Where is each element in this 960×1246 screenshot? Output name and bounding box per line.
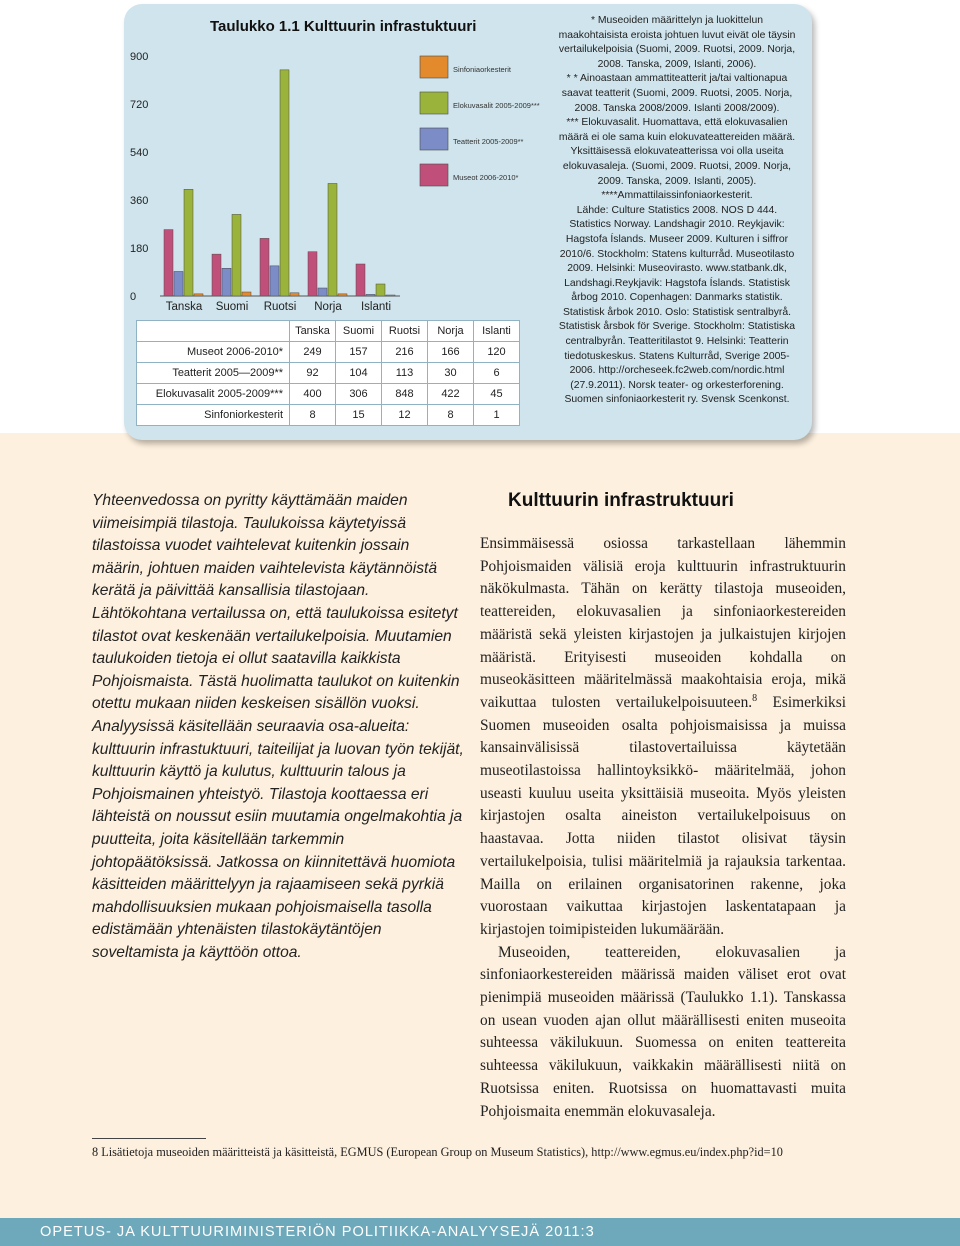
legend-swatch bbox=[420, 128, 448, 150]
chart-title: Taulukko 1.1 Kulttuurin infrastuktuuri bbox=[210, 18, 477, 35]
note-line: * Museoiden määrittelyn ja luokittelun bbox=[590, 15, 764, 26]
bar bbox=[212, 254, 221, 296]
note-line: 2008. Tanska, 2009, Islanti, 2006). bbox=[597, 58, 757, 70]
table-cell: 306 bbox=[336, 384, 382, 405]
bar-chart bbox=[130, 40, 540, 318]
table-cell: 12 bbox=[382, 405, 428, 426]
table-header-cell: Islanti bbox=[474, 321, 520, 342]
table-row-label: Museot 2006-2010* bbox=[137, 342, 290, 363]
y-tick-label: 180 bbox=[130, 243, 149, 255]
table-row-label: Elokuvasalit 2005-2009*** bbox=[137, 384, 290, 405]
footnote: 8 Lisätietoja museoiden määritteistä ja käsitteistä, EGMUS (European Group on Museum Statistics), http://www.egmus.eu/index.php?id=10 bbox=[92, 1145, 783, 1159]
table-cell: 92 bbox=[290, 363, 336, 384]
table-row-label: Sinfoniorkesterit bbox=[137, 405, 290, 426]
note-line: 2008. Tanska 2008/2009. Islanti 2008/2009). bbox=[574, 102, 780, 114]
data-table bbox=[136, 320, 520, 426]
note-line: Landshagi.Reykjavik: Hagstofa Íslands. Statistisk bbox=[564, 277, 790, 289]
footer-label: OPETUS- JA KULTTUURIMINISTERIÖN POLITIIKKA-ANALYYSEJÄ 2011:3 bbox=[40, 1224, 595, 1240]
bar bbox=[356, 264, 365, 296]
bar bbox=[184, 189, 193, 296]
intro-paragraph: Yhteenvedossa on pyritty käyttämään maiden viimeisimpiä tilastoja. Taulukoissa käytetyissä tilastoissa vuodet vaihtelevat kuitenkin jossain määrin, johtuen maiden vaihtelevista käytännöistä kerätä ja päivittää kansallisia tilastojaan. Lähtökohtana vertailussa on, että taulukoissa esitetyt tilastot ovat keskenään vertailukelpoisia. Muutamien taulukoiden tietoja ei ollut saatavilla kaikkista Pohjoismaista. Tästä huolimatta taulukot on kuitenkin otettu mukaan niiden keskeisen sisällön vuoksi. Analyysissä käsitellään seuraavia osa-alueita: kulttuurin infrastuktuuri, taiteilijat ja luovan työn tekijät, kulttuurin käyttö ja kulutus, kulttuurin talous ja Pohjoismainen yhteistyö. Tilastoja koottaessa eri lähteistä on noussut esiin muutamia ongelmakohtia ja puutteita, joita käsitellään tarkemmin johtopäätöksissä. Jatkossa on kiinnitettävä huomiota käsitteiden määrittelyyn ja rajaamiseen sekä pyrkiä mahdollisuuksien mukaan pohjoismaisella tasolla edistämään yhtenäisten tilastokäytäntöjen soveltamista ja käyttöön ottoa. bbox=[92, 492, 464, 961]
table-cell: 249 bbox=[290, 342, 336, 363]
note-line: årbog 2010. Copenhagen: Danmarks statistik. bbox=[571, 292, 783, 304]
table-cell: 120 bbox=[474, 342, 520, 363]
body-paragraph bbox=[480, 533, 846, 942]
bar bbox=[280, 70, 289, 296]
bar bbox=[194, 294, 203, 296]
bar bbox=[164, 230, 173, 296]
note-line: Hagstofa Íslands. Museer 2009. Kulturen i siffror bbox=[565, 233, 789, 245]
table-cell: 15 bbox=[336, 405, 382, 426]
legend-swatch bbox=[420, 92, 448, 114]
note-line: Statistics Norway. Landshagir 2010. Reykjavik: bbox=[569, 219, 785, 231]
bar bbox=[222, 268, 231, 296]
table-cell: 422 bbox=[428, 384, 474, 405]
bar bbox=[338, 294, 347, 296]
bar bbox=[232, 214, 241, 296]
y-tick-label: 540 bbox=[130, 147, 149, 159]
table-header-cell: Norja bbox=[428, 321, 474, 342]
x-tick-label: Norja bbox=[314, 301, 342, 313]
table-cell: 8 bbox=[428, 405, 474, 426]
table-row bbox=[137, 405, 520, 426]
y-tick-label: 360 bbox=[130, 195, 149, 207]
y-tick-label: 720 bbox=[130, 99, 149, 111]
bar bbox=[386, 295, 395, 296]
footnote-ref[interactable]: 8 bbox=[752, 692, 758, 704]
note-line: maakohtaisista eroista johtuen luvut eivät ole täysin bbox=[558, 29, 796, 41]
main-column bbox=[480, 488, 846, 1123]
section-heading: Kulttuurin infrastruktuuri bbox=[508, 490, 734, 511]
note-line: 2009. Tanska, 2009. Islanti, 2005). bbox=[597, 175, 757, 187]
bar bbox=[174, 271, 183, 296]
note-line: 2010/6. Stockholm: Statens kulturråd. Museotilasto bbox=[559, 248, 795, 260]
bar bbox=[270, 266, 279, 296]
table-cell: 45 bbox=[474, 384, 520, 405]
note-line: Suomen sinfoniaorkesterit ry. Svensk Scenkonst. bbox=[564, 394, 790, 406]
bar bbox=[376, 284, 385, 296]
note-line: vertailukelpoisia (Suomi, 2009. Ruotsi, 2009. Norja, bbox=[558, 44, 796, 56]
note-line: Statistisk årsbok för Sverige. Stockholm: Statistiska bbox=[558, 321, 796, 333]
legend-swatch bbox=[420, 56, 448, 78]
note-line: 2009. Helsinki: Museovirasto. www.statbank.dk, bbox=[567, 263, 787, 275]
table-cell: 157 bbox=[336, 342, 382, 363]
table-row bbox=[137, 384, 520, 405]
note-line: elokuvasaleja. (Suomi, 2009. Ruotsi, 2009. Norja, bbox=[562, 160, 792, 172]
table-corner-cell bbox=[137, 321, 290, 342]
y-tick-label: 0 bbox=[130, 291, 137, 303]
intro-column bbox=[92, 490, 464, 964]
table-cell: 6 bbox=[474, 363, 520, 384]
table-header-row bbox=[137, 321, 520, 342]
legend-label: Museot 2006-2010* bbox=[453, 173, 519, 182]
note-line: 2006. http://orcheseek.fc2web.com/nordic.html bbox=[569, 365, 785, 377]
bar bbox=[318, 288, 327, 296]
table-cell: 8 bbox=[290, 405, 336, 426]
note-line: tiedotuskeskus. Statens Kulturråd, Sverige 2005- bbox=[564, 350, 790, 362]
table-cell: 216 bbox=[382, 342, 428, 363]
note-line: määrä ei ole sama kuin elokuvateattereiden määrä. bbox=[558, 131, 796, 143]
note-line: Statistisk årbok 2010. Oslo: Statistisk sentralbyrå. bbox=[562, 306, 792, 318]
bar bbox=[290, 293, 299, 296]
body-text: Ensimmäisessä osiossa tarkastellaan lähemmin Pohjoismaiden välisiä eroja kulttuurin infrastruktuurin näkökulmasta. Tähän on kerätty tilastoja museoiden, teattereiden, elokuvasalien ja sinfoniaorkestereiden määristä sekä yleisten kirjastojen ja julkaistujen kirjojen määristä. Erityisesti museoiden kohdalla on museokäsitteen määritelmässä maakohtaisia eroja, mikä vaikuttaa tulosten vertailukelpoisuuteen. bbox=[480, 535, 846, 711]
note-line: (27.9.2011). Norsk teater- og orkesterforening. bbox=[570, 379, 784, 391]
note-line: ****Ammattilaissinfoniaorkesterit. bbox=[601, 190, 753, 202]
x-tick-label: Suomi bbox=[215, 301, 249, 313]
bar bbox=[366, 294, 375, 296]
y-tick-label: 900 bbox=[130, 51, 149, 63]
x-tick-label: Islanti bbox=[360, 301, 392, 313]
table-header-cell: Tanska bbox=[290, 321, 336, 342]
table-cell: 1 bbox=[474, 405, 520, 426]
x-tick-label: Tanska bbox=[165, 301, 203, 313]
table-cell: 104 bbox=[336, 363, 382, 384]
table-cell: 113 bbox=[382, 363, 428, 384]
legend-swatch bbox=[420, 164, 448, 186]
legend-label: Teatterit 2005-2009** bbox=[453, 137, 524, 146]
source-notes bbox=[548, 14, 806, 408]
note-line: Lähde: Culture Statistics 2008. NOS D 444. bbox=[576, 204, 778, 216]
table-header-cell: Suomi bbox=[336, 321, 382, 342]
bar bbox=[242, 292, 251, 296]
body-text: Esimerkiksi Suomen museoiden osalta pohjoismaisissa ja muissa kansainvälisissä tilastovertailuissa käytetään museotilastoissa hallintoyksikkö- määritelmää, johon useasti kuuluu useita yksittäisiä museoita. Myös yleisten kirjastojen osalta aineiston vertailukelpoisuus on haastavaa. Jotta niiden tilastot olisivat täysin vertailukelpoisia, tulisi määritelmiä ja rajauksia tarkentaa. Mailla on erilainen organisatorinen rakenne, joka vuorostaan vaikuttaa kirjastojen laskentatapaan ja kirjastojen toimipisteiden lukumäärään. bbox=[480, 693, 846, 938]
bar bbox=[328, 183, 337, 296]
note-line: *** Elokuvasalit. Huomattava, että elokuvasalien bbox=[566, 117, 788, 129]
bar bbox=[260, 238, 269, 296]
x-tick-label: Ruotsi bbox=[263, 301, 297, 313]
note-line: centralbyrån. Teatteritilastot 9. Helsinki: Teatterin bbox=[565, 336, 789, 348]
table-cell: 848 bbox=[382, 384, 428, 405]
bar bbox=[308, 252, 317, 296]
table-row bbox=[137, 363, 520, 384]
table-cell: 400 bbox=[290, 384, 336, 405]
note-line: Yksittäisessä elokuvateatterissa voi olla useita bbox=[570, 146, 784, 158]
note-line: * * Ainoastaan ammattiteatterit ja/tai valtionapua bbox=[566, 73, 788, 85]
footnote-rule bbox=[92, 1138, 206, 1139]
table-cell: 30 bbox=[428, 363, 474, 384]
legend-label: Sinfoniaorkesterit bbox=[453, 65, 511, 74]
table-cell: 166 bbox=[428, 342, 474, 363]
legend-label: Elokuvasalit 2005-2009*** bbox=[453, 101, 540, 110]
table-row bbox=[137, 342, 520, 363]
note-line: saavat teatterit (Suomi, 2009. Ruotsi, 2005. Norja, bbox=[561, 87, 793, 99]
footer-bar bbox=[0, 1218, 960, 1246]
body-paragraph: Museoiden, teattereiden, elokuvasalien ja sinfoniaorkestereiden määrissä maiden väliset erot ovat pienimpiä museoiden määrissä (Taulukko 1.1). Tanskassa on usean vuoden ajan ollut määrällisesti eniten museoita suhteessa väkilukuun. Suomessa on eniten teattereita suhteessa väkilukuun, vaikkakin määrällisesti niitä on Ruotsissa eniten. Ruotsissa on huomattavasti muita Pohjoismaita enemmän elokuvasaleja. bbox=[480, 943, 846, 1120]
table-header-cell: Ruotsi bbox=[382, 321, 428, 342]
table-row-label: Teatterit 2005—2009** bbox=[137, 363, 290, 384]
